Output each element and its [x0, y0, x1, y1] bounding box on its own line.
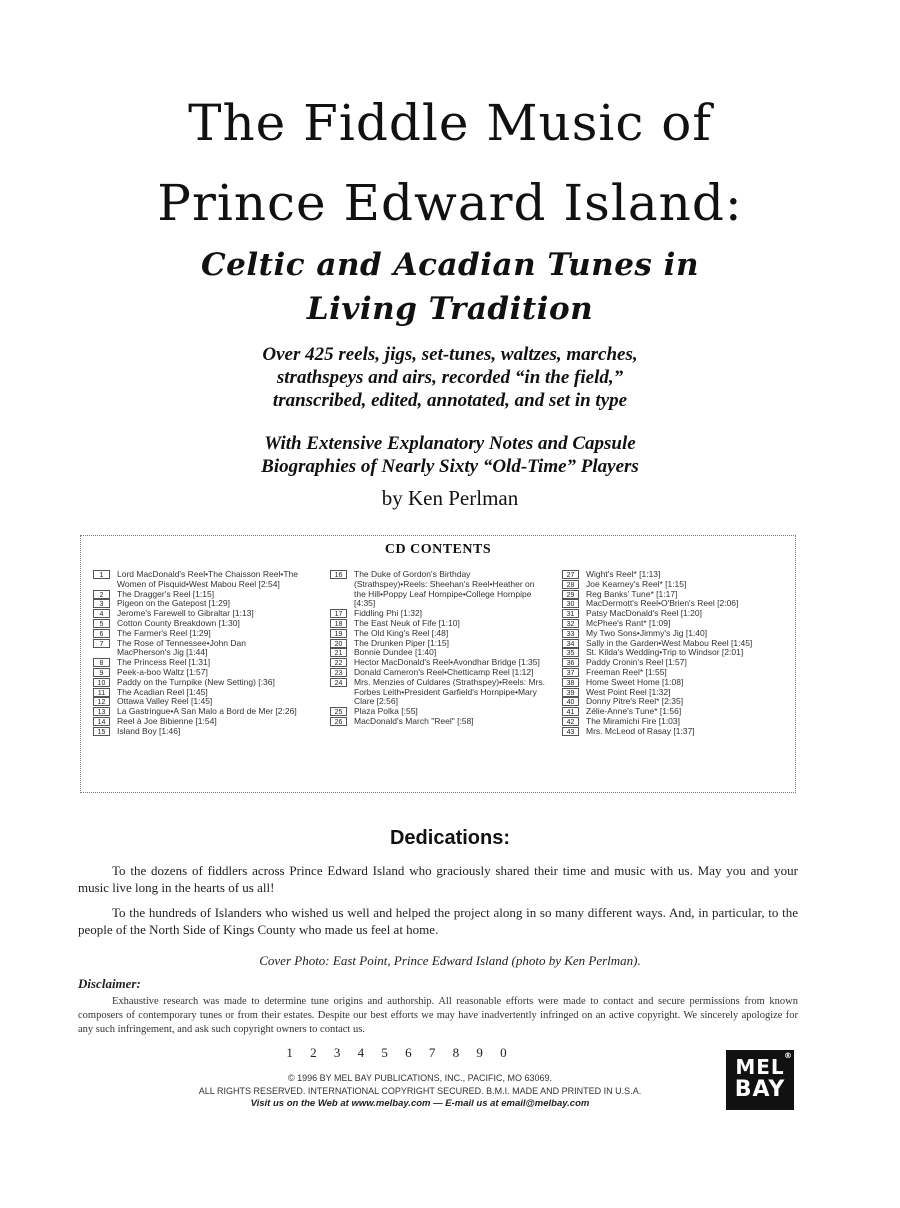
- rights-line: ALL RIGHTS RESERVED. INTERNATIONAL COPYRIGHT SECURED. B.M.I. MADE AND PRINTED IN U.S.A.: [198, 1086, 642, 1096]
- track-number: 39: [562, 688, 579, 697]
- track-number: 2: [93, 590, 110, 599]
- track-number: 8: [93, 658, 110, 667]
- track-number: 34: [562, 639, 579, 648]
- track-title: The East Neuk of Fife [1:10]: [354, 617, 460, 628]
- track-number: 37: [562, 668, 579, 677]
- track-number: 11: [93, 688, 110, 697]
- cd-track: [330, 570, 545, 609]
- cd-track: [330, 717, 545, 727]
- track-title: The Rose of Tennessee•John Dan MacPherson's Jig [1:44]: [117, 637, 246, 658]
- track-title: West Point Reel [1:32]: [586, 686, 671, 697]
- track-number: 28: [562, 580, 579, 589]
- author-byline: by Ken Perlman: [381, 486, 519, 510]
- track-number: 31: [562, 609, 579, 618]
- track-title: Joe Kearney's Reel* [1:15]: [586, 578, 687, 589]
- track-title: Lord MacDonald's Reel•The Chaisson Reel•The Women of Pisquid•West Mabou Reel [2:54]: [117, 569, 298, 589]
- track-number: 15: [93, 727, 110, 736]
- track-number: 18: [330, 619, 347, 628]
- track-number: 21: [330, 648, 347, 657]
- track-title: The Miramichi Fire [1:03]: [586, 715, 680, 726]
- track-title: Patsy MacDonald's Reel [1:20]: [586, 608, 702, 619]
- printing-line: 1 2 3 4 5 6 7 8 9 0: [286, 1045, 514, 1060]
- dedication-paragraph: To the hundreds of Islanders who wished us well and helped the project along in so many different ways. And, in particular, to the people of the North Side of Kings County who made us feel at home.: [78, 905, 798, 937]
- track-title: Paddy Cronin's Reel [1:57]: [586, 657, 687, 668]
- track-number: 27: [562, 570, 579, 579]
- track-number: 10: [93, 678, 110, 687]
- track-number: 17: [330, 609, 347, 618]
- track-title: Home Sweet Home [1:08]: [586, 676, 684, 687]
- logo-line2: BAY: [734, 1077, 786, 1102]
- track-title: McPhee's Rant* [1:09]: [586, 617, 671, 628]
- track-number: 20: [330, 639, 347, 648]
- dedications-heading: Dedications:: [389, 827, 511, 849]
- track-number: 9: [93, 668, 110, 677]
- track-title: The Drunken Piper [1:15]: [354, 637, 449, 648]
- track-title: Mrs. Menzies of Culdares (Strathspey)•Reels: Mrs. Forbes Leith•President Garfield's Hornpipe•Mary Clare [2:56]: [354, 676, 545, 707]
- copyright-line: © 1996 BY MEL BAY PUBLICATIONS, INC., PACIFIC, MO 63069.: [287, 1073, 553, 1083]
- track-title: Reel à Joe Bibienne [1:54]: [117, 715, 217, 726]
- cd-track-column: [562, 570, 787, 737]
- cd-track-column: [330, 570, 545, 727]
- track-title: The Acadian Reel [1:45]: [117, 686, 208, 697]
- track-number: 7: [93, 639, 110, 648]
- cd-contents-heading: CD CONTENTS: [384, 542, 492, 557]
- track-title: Paddy on the Turnpike (New Setting) [:36]: [117, 676, 275, 687]
- track-title: MacDermott's Reel•O'Brien's Reel [2:06]: [586, 598, 739, 609]
- track-number: 26: [330, 717, 347, 726]
- web-contact-line: Visit us on the Web at www.melbay.com — E-mail us at email@melbay.com: [250, 1098, 590, 1109]
- blurb-line3: transcribed, edited, annotated, and set in type: [272, 390, 628, 411]
- track-title: The Duke of Gordon's Birthday (Strathspey)•Reels: Sheehan's Reel•Heather on the Hill•Poppy Leaf Hornpipe•College Hornpipe [4:35]: [354, 569, 535, 609]
- blurb-line1: Over 425 reels, jigs, set-tunes, waltzes, marches,: [262, 344, 638, 365]
- track-number: 19: [330, 629, 347, 638]
- track-title: The Dragger's Reel [1:15]: [117, 588, 215, 599]
- track-number: 6: [93, 629, 110, 638]
- track-number: 22: [330, 658, 347, 667]
- track-title: The Farmer's Reel [1:29]: [117, 627, 211, 638]
- track-title: Plaza Polka [:55]: [354, 706, 418, 717]
- track-title: St. Kilda's Wedding•Trip to Windsor [2:01]: [586, 647, 744, 658]
- track-number: 16: [330, 570, 347, 579]
- book-title-line1: The Fiddle Music of: [188, 94, 712, 152]
- track-number: 23: [330, 668, 347, 677]
- track-number: 29: [562, 590, 579, 599]
- dedication-paragraph: To the dozens of fiddlers across Prince Edward Island who graciously shared their time and music with us. May you and your music live long in the hearts of us all!: [78, 863, 798, 895]
- disclaimer-text: Exhaustive research was made to determine tune origins and authorship. All reasonable efforts were made to contact and secure permissions from known composers of contemporary tunes or from their estates. Despite our best efforts we may have inadvertently infringed on an active copyright. We sincerely apologize for any such infringement, and ask such copyright owners to contact us.: [78, 996, 798, 1035]
- track-number: 13: [93, 707, 110, 716]
- cd-track-column: [93, 570, 298, 737]
- track-number: 35: [562, 648, 579, 657]
- track-title: Island Boy [1:46]: [117, 725, 181, 736]
- book-title-line2: Prince Edward Island:: [157, 174, 743, 232]
- track-title: La Gastringue•A San Malo a Bord de Mer [2:26]: [117, 706, 297, 717]
- track-title: Ottawa Valley Reel [1:45]: [117, 696, 213, 707]
- track-title: Peek-a-boo Waltz [1:57]: [117, 666, 208, 677]
- track-number: 42: [562, 717, 579, 726]
- track-number: 38: [562, 678, 579, 687]
- track-title: Cotton County Breakdown [1:30]: [117, 617, 240, 628]
- track-title: Zélie-Anne's Tune* [1:56]: [586, 706, 682, 717]
- cd-track: [330, 678, 545, 707]
- track-number: 12: [93, 697, 110, 706]
- mel-bay-logo: [726, 1050, 794, 1110]
- track-title: Pigeon on the Gatepost [1:29]: [117, 598, 230, 609]
- track-number: 43: [562, 727, 579, 736]
- track-title: The Princess Reel [1:31]: [117, 657, 211, 668]
- notes-line1: With Extensive Explanatory Notes and Capsule: [264, 433, 636, 454]
- notes-line2: Biographies of Nearly Sixty “Old-Time” Players: [261, 456, 639, 477]
- track-title: Bonnie Dundee [1:40]: [354, 647, 437, 658]
- track-title: Sally in the Garden•West Mabou Reel [1:45]: [586, 637, 753, 648]
- cover-photo-credit: Cover Photo: East Point, Prince Edward Island (photo by Ken Perlman).: [259, 953, 641, 968]
- cd-track: [93, 639, 298, 659]
- cd-track: [562, 727, 787, 737]
- track-title: Jerome's Farewell to Gibraltar [1:13]: [117, 608, 254, 619]
- track-title: My Two Sons•Jimmy's Jig [1:40]: [586, 627, 708, 638]
- track-number: 1: [93, 570, 110, 579]
- track-number: 24: [330, 678, 347, 687]
- cd-track: [93, 570, 298, 590]
- track-number: 33: [562, 629, 579, 638]
- logo-line1: MEL: [735, 1055, 785, 1079]
- track-title: Wight's Reel* [1:13]: [586, 569, 661, 579]
- track-title: Donny Pitre's Reel* [2:35]: [586, 696, 684, 707]
- track-title: Reg Banks' Tune* [1:17]: [586, 588, 678, 599]
- track-title: Fiddling Phi [1:32]: [354, 608, 423, 619]
- track-number: 32: [562, 619, 579, 628]
- track-number: 30: [562, 599, 579, 608]
- track-title: Donald Cameron's Reel•Chetticamp Reel [1:12]: [354, 666, 534, 677]
- track-title: Mrs. McLeod of Rasay [1:37]: [586, 725, 695, 736]
- cd-track: [93, 727, 298, 737]
- blurb-line2: strathspeys and airs, recorded “in the field,”: [276, 367, 624, 388]
- track-number: 3: [93, 599, 110, 608]
- subtitle-line2: Living Tradition: [306, 291, 594, 327]
- track-number: 4: [93, 609, 110, 618]
- track-number: 14: [93, 717, 110, 726]
- track-title: Freeman Reel* [1:55]: [586, 666, 667, 677]
- track-number: 41: [562, 707, 579, 716]
- track-title: MacDonald's March "Reel" [:58]: [354, 715, 474, 726]
- track-title: The Old King's Reel [:48]: [354, 627, 449, 638]
- track-number: 36: [562, 658, 579, 667]
- disclaimer-heading: Disclaimer:: [78, 976, 141, 991]
- cd-contents-box: [80, 535, 796, 793]
- track-title: Hector MacDonald's Reel•Avondhar Bridge [1:35]: [354, 657, 540, 668]
- track-number: 5: [93, 619, 110, 628]
- track-number: 40: [562, 697, 579, 706]
- subtitle-line1: Celtic and Acadian Tunes in: [201, 247, 699, 283]
- track-number: 25: [330, 707, 347, 716]
- registered-mark: ®: [784, 1051, 792, 1060]
